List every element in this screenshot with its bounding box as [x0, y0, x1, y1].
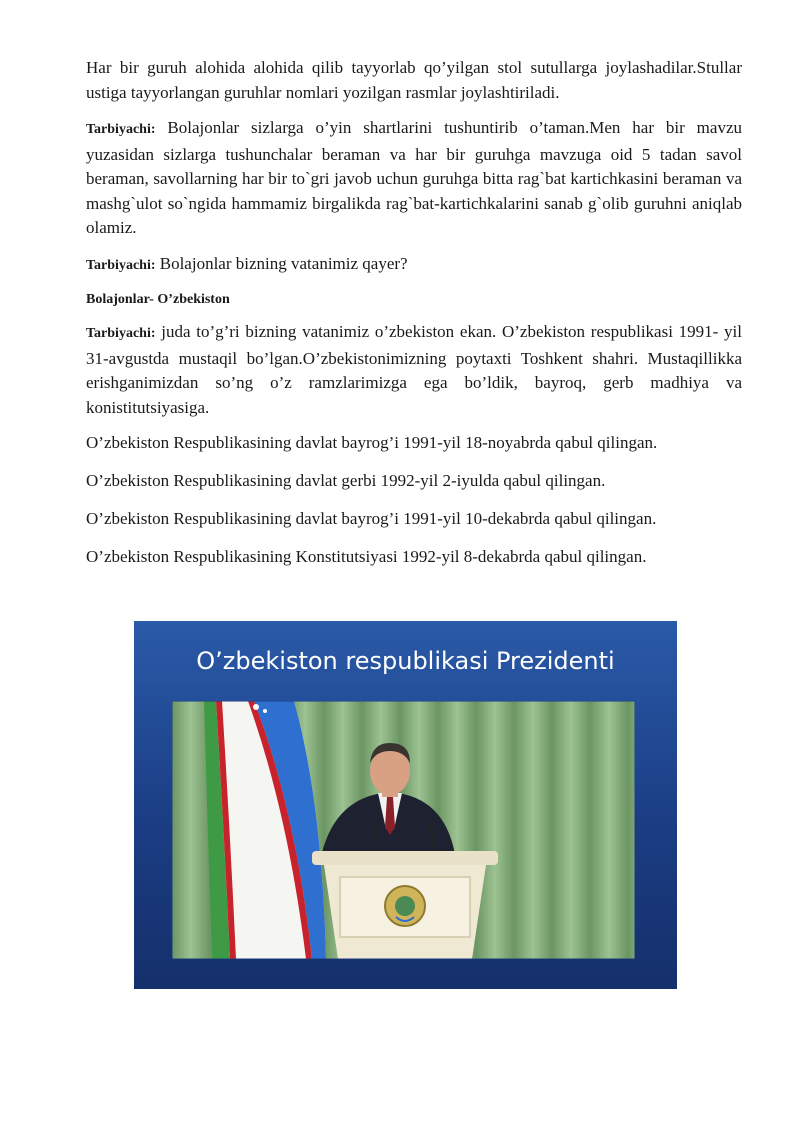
paragraph-text: Bolajonlar bizning vatanimiz qayer?	[155, 253, 408, 273]
fact-emblem: O’zbekiston Respublikasining davlat gerbi 1992-yil 2-iyulda qabul qilingan.	[86, 471, 606, 490]
speaker-label: Tarbiyachi:	[86, 326, 156, 341]
president-at-podium-photo	[172, 701, 635, 959]
teacher-paragraph-rules	[86, 116, 742, 241]
teacher-question	[86, 252, 742, 279]
paragraph-text: juda to’g’ri bizning vatanimiz o’zbekiston ekan. O’zbekiston respublikasi 1991- yil 31-avgustda mustaqil bo’lgan.O’zbekistonimizning poytaxti Toshkent shahri. Mustaqillikka erishganimizdan so’ng o’z ramzlarimizga ega bo’ldik, bayroq, gerb madhiya va konistitutsiyasiga.	[86, 322, 742, 417]
intro-paragraph: Har bir guruh alohida alohida qilib tayyorlab qo’yilgan stol sutullarga joylashadilar.Stullar ustiga tayyorlangan guruhlar nomlari yozilgan rasmlar joylashtiriladi.	[86, 58, 742, 102]
speaker-label: Tarbiyachi:	[86, 122, 156, 137]
children-answer: Bolajonlar- O’zbekiston	[86, 292, 230, 307]
teacher-paragraph-history	[86, 320, 742, 420]
fact-flag-second: O’zbekiston Respublikasining davlat bayrog’i 1991-yil 10-dekabrda qabul qilingan.	[86, 509, 657, 528]
fact-constitution: O’zbekiston Respublikasining Konstitutsiyasi 1992-yil 8-dekabrda qabul qilingan.	[86, 547, 647, 566]
slide-title: O’zbekiston respublikasi Prezidenti	[196, 647, 615, 675]
speaker-label: Tarbiyachi:	[86, 257, 156, 273]
president-slide	[134, 621, 677, 989]
paragraph-text: Bolajonlar sizlarga o’yin shartlarini tushuntirib o’taman.Men har bir mavzu yuzasidan sizlarga tushunchalar beraman va har bir guruhga mavzuga oid 5 tadan savol beraman, savollarning har bir to`gri javob uchun guruhga bitta rag`bat kartichkasini beraman va mashg`ulot so`ngida hammamiz birgalikda rag`bat-kartichkalarini sanab g`olib guruhni aniqlab olamiz.	[86, 118, 742, 237]
document-page	[86, 56, 742, 583]
fact-flag: O’zbekiston Respublikasining davlat bayrog’i 1991-yil 18-noyabrda qabul qilingan.	[86, 433, 658, 452]
